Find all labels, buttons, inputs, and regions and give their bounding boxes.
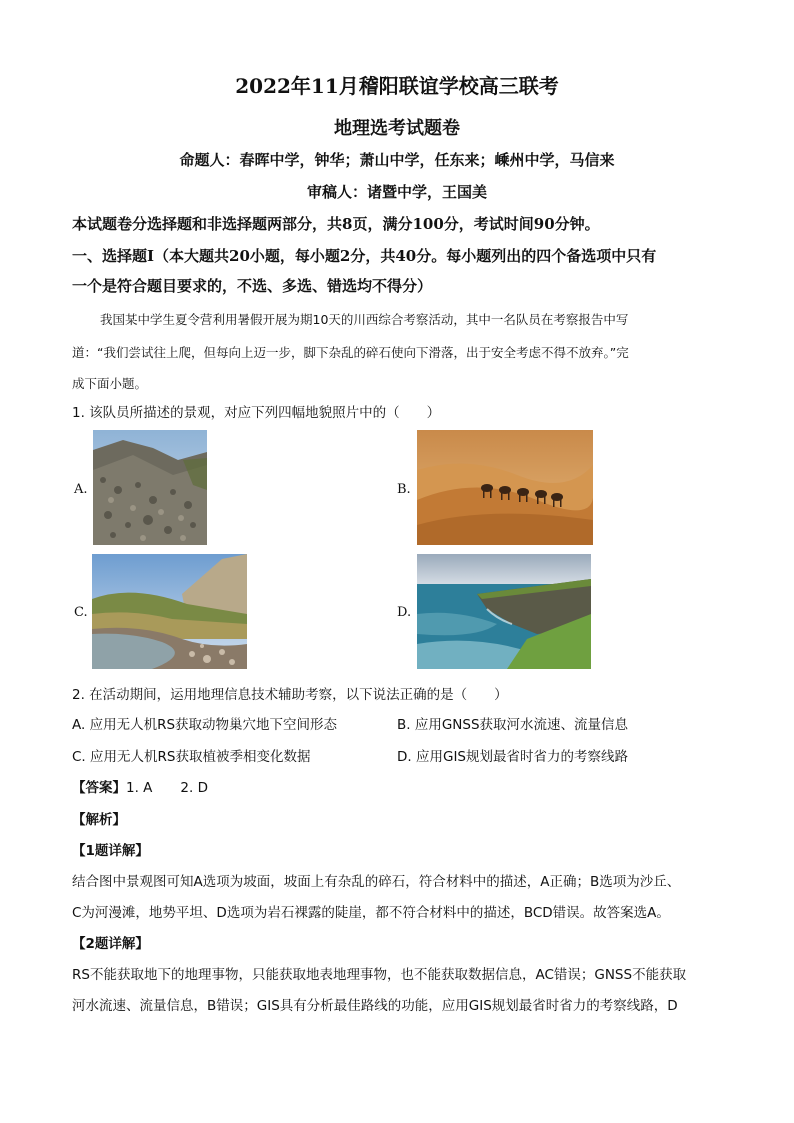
passage-line1: 我国某中学生夏令营利用暑假开展为期10天的川西综合考察活动，其中一名队员在考察报告中写	[100, 312, 629, 327]
answer-2: 2. D	[180, 780, 208, 796]
q1-stem: 1. 该队员所描述的景观，对应下列四幅地貌照片中的（ ）	[72, 405, 441, 421]
section1-line1: 一、选择题Ⅰ（本大题共20小题，每小题2分，共40分。每小题列出的四个备选项中只有	[72, 247, 657, 265]
detail1-tag: 【1题详解】	[72, 843, 149, 859]
sea-cliff-photo	[417, 554, 591, 669]
q1-option-b-label: B.	[397, 482, 411, 497]
q2-option-c: C. 应用无人机RS获取植被季相变化数据	[72, 749, 311, 765]
scree-slope-photo	[93, 430, 207, 545]
answer-line	[72, 776, 208, 796]
passage-line3: 成下面小题。	[72, 376, 148, 391]
analysis-tag: 【解析】	[72, 812, 126, 828]
river-valley-photo	[92, 554, 247, 669]
detail1-line1: 结合图中景观图可知A选项为坡面，坡面上有杂乱的碎石，符合材料中的描述，A正确；B选项为沙丘、	[72, 874, 681, 890]
reviewers-line: 审稿人：诸暨中学，王国美	[306, 183, 487, 201]
q2-option-d: D. 应用GIS规划最省时省力的考察线路	[397, 749, 628, 765]
q1-option-c-label: C.	[74, 605, 88, 620]
q1-option-d-label: D.	[397, 605, 412, 620]
q2-stem: 2. 在活动期间，运用地理信息技术辅助考察，以下说法正确的是（ ）	[72, 687, 508, 703]
q1-option-a-label: A.	[74, 482, 88, 497]
authors-line: 命题人：春晖中学，钟华；萧山中学，任东来；嵊州中学，马信来	[179, 151, 615, 169]
q2-option-a: A. 应用无人机RS获取动物巢穴地下空间形态	[72, 717, 338, 733]
detail1-line2: C为河漫滩，地势平坦、D选项为岩石裸露的陡崖，都不符合材料中的描述，BCD错误。故答案选A。	[72, 905, 670, 921]
exam-subtitle: 地理选考试题卷	[334, 118, 460, 139]
answer-tag: 【答案】	[72, 780, 126, 796]
detail2-line2: 河水流速、流量信息，B错误；GIS具有分析最佳路线的功能，应用GIS规划最省时省力的考察线路，D	[72, 998, 678, 1014]
passage-line2: 道：“我们尝试往上爬，但每向上迈一步，脚下杂乱的碎石使向下滑落，出于安全考虑不得不放弃。”完	[72, 345, 629, 360]
detail2-line1: RS不能获取地下的地理事物，只能获取地表地理事物，也不能获取数据信息，AC错误；GNSS不能获取	[72, 967, 687, 983]
detail2-tag: 【2题详解】	[72, 936, 149, 952]
intro-line: 本试题卷分选择题和非选择题两部分，共8页，满分100分，考试时间90分钟。	[72, 215, 600, 233]
desert-camel-photo	[417, 430, 593, 545]
q2-option-b: B. 应用GNSS获取河水流速、流量信息	[397, 717, 629, 733]
section1-line2: 一个是符合题目要求的，不选、多选、错选均不得分）	[72, 277, 433, 295]
answer-1: 1. A	[126, 780, 153, 796]
exam-title: 2022年11月稽阳联谊学校高三联考	[235, 74, 559, 98]
